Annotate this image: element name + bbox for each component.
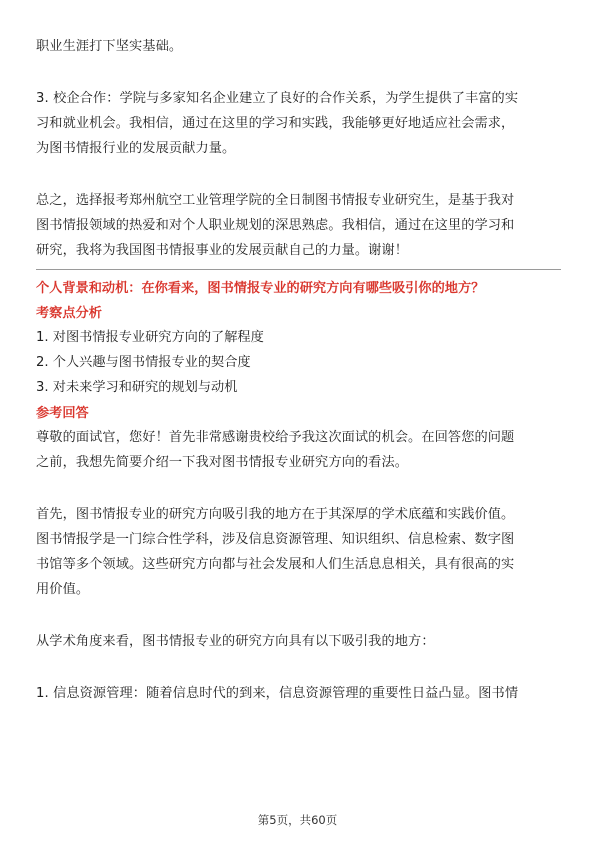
answer-paragraph-4 bbox=[36, 681, 561, 706]
answer-line: 之前，我想先简要介绍一下我对图书情报专业研究方向的看法。 bbox=[36, 455, 409, 470]
conclusion-line: 总之，选择报考郑州航空工业管理学院的全日制图书情报专业研究生，是基于我对 bbox=[36, 193, 515, 208]
conclusion-line: 研究，我将为我国图书情报事业的发展贡献自己的力量。谢谢！ bbox=[36, 243, 409, 258]
analysis-item: 1. 对图书情报专业研究方向的了解程度 bbox=[36, 330, 264, 345]
answer-line: 用价值。 bbox=[36, 582, 90, 597]
answer-line: 书馆等多个领域。这些研究方向都与社会发展和人们生活息息相关，具有很高的实 bbox=[36, 557, 515, 572]
page-content bbox=[36, 34, 561, 706]
point-3-paragraph bbox=[36, 86, 561, 161]
analysis-list bbox=[36, 325, 561, 400]
interview-question: 个人背景和动机：在你看来，图书情报专业的研究方向有哪些吸引你的地方？ bbox=[36, 281, 485, 296]
analysis-heading: 考察点分析 bbox=[36, 306, 102, 321]
conclusion-line: 图书情报领域的热爱和对个人职业规划的深思熟虑。我相信，通过在这里的学习和 bbox=[36, 218, 515, 233]
answer-paragraph-2 bbox=[36, 502, 561, 602]
intro-line: 职业生涯打下坚实基础。 bbox=[36, 39, 183, 54]
answer-line: 图书情报学是一门综合性学科，涉及信息资源管理、知识组织、信息检索、数字图 bbox=[36, 532, 515, 547]
answer-line: 尊敬的面试官，您好！首先非常感谢贵校给予我这次面试的机会。在回答您的问题 bbox=[36, 430, 515, 445]
section-divider bbox=[36, 269, 561, 270]
answer-paragraph-3 bbox=[36, 629, 561, 654]
analysis-item: 2. 个人兴趣与图书情报专业的契合度 bbox=[36, 355, 251, 370]
answer-heading: 参考回答 bbox=[36, 406, 89, 421]
point-3-line: 为图书情报行业的发展贡献力量。 bbox=[36, 141, 236, 156]
analysis-item: 3. 对未来学习和研究的规划与动机 bbox=[36, 380, 238, 395]
answer-line: 1. 信息资源管理：随着信息时代的到来，信息资源管理的重要性日益凸显。图书情 bbox=[36, 686, 519, 701]
point-3-line: 习和就业机会。我相信，通过在这里的学习和实践，我能够更好地适应社会需求， bbox=[36, 116, 515, 131]
answer-line: 从学术角度来看，图书情报专业的研究方向具有以下吸引我的地方： bbox=[36, 634, 435, 649]
point-3-line: 3. 校企合作：学院与多家知名企业建立了良好的合作关系，为学生提供了丰富的实 bbox=[36, 91, 519, 106]
answer-line: 首先，图书情报专业的研究方向吸引我的地方在于其深厚的学术底蕴和实践价值。 bbox=[36, 507, 515, 522]
answer-paragraph-1 bbox=[36, 425, 561, 475]
conclusion-paragraph bbox=[36, 188, 561, 263]
page-number: 第5页，共60页 bbox=[257, 813, 338, 827]
